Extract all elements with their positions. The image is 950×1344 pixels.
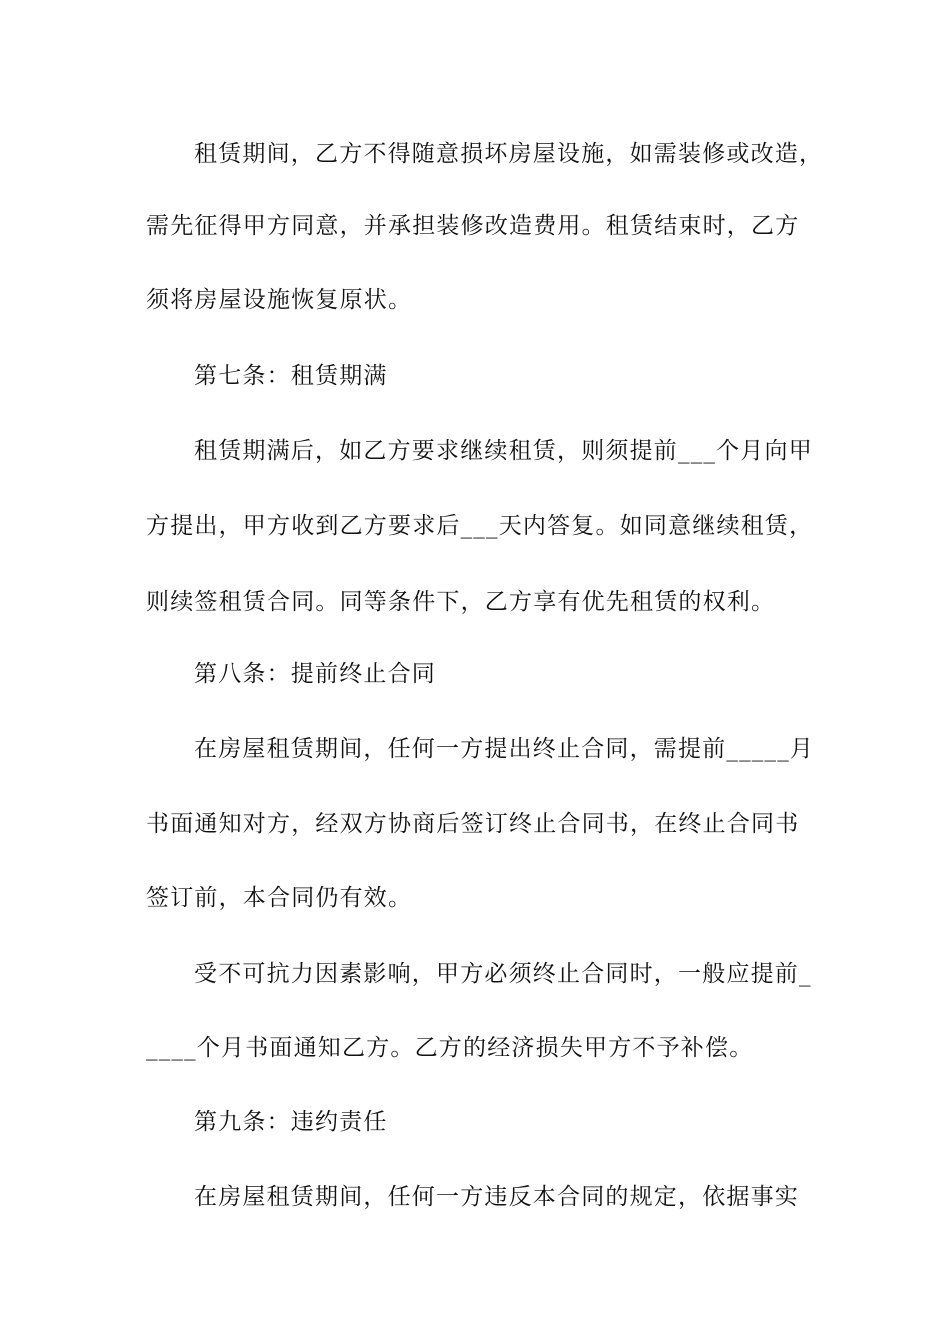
- paragraph-line: ____个月书面通知乙方。乙方的经济损失甲方不予补偿。: [146, 1035, 754, 1061]
- paragraph-line: 在房屋租赁期间，任何一方违反本合同的规定，依据事实: [194, 1184, 799, 1210]
- paragraph-line: 需先征得甲方同意，并承担装修改造费用。租赁结束时，乙方: [146, 213, 800, 239]
- paragraph-line: 书面通知对方，经双方协商后签订终止合同书，在终止合同书: [146, 811, 800, 837]
- paragraph-line: 受不可抗力因素影响，甲方必须终止合同时，一般应提前_: [194, 961, 812, 987]
- paragraph-line: 则续签租赁合同。同等条件下，乙方享有优先租赁的权利。: [146, 589, 776, 615]
- paragraph-line: 租赁期满后，如乙方要求继续租赁，则须提前___个月向甲: [194, 438, 813, 464]
- section-heading: 第九条：违约责任: [194, 1109, 388, 1135]
- paragraph-line: 方提出，甲方收到乙方要求后___天内答复。如同意继续租赁，: [146, 513, 814, 539]
- section-heading: 第七条：租赁期满: [194, 363, 388, 389]
- paragraph-line: 租赁期间，乙方不得随意损坏房屋设施，如需装修或改造，: [194, 141, 824, 167]
- paragraph-line: 须将房屋设施恢复原状。: [146, 287, 413, 313]
- paragraph-line: 签订前，本合同仍有效。: [146, 885, 413, 911]
- paragraph-line: 在房屋租赁期间，任何一方提出终止合同，需提前_____月: [194, 736, 815, 762]
- section-heading: 第八条：提前终止合同: [194, 661, 436, 687]
